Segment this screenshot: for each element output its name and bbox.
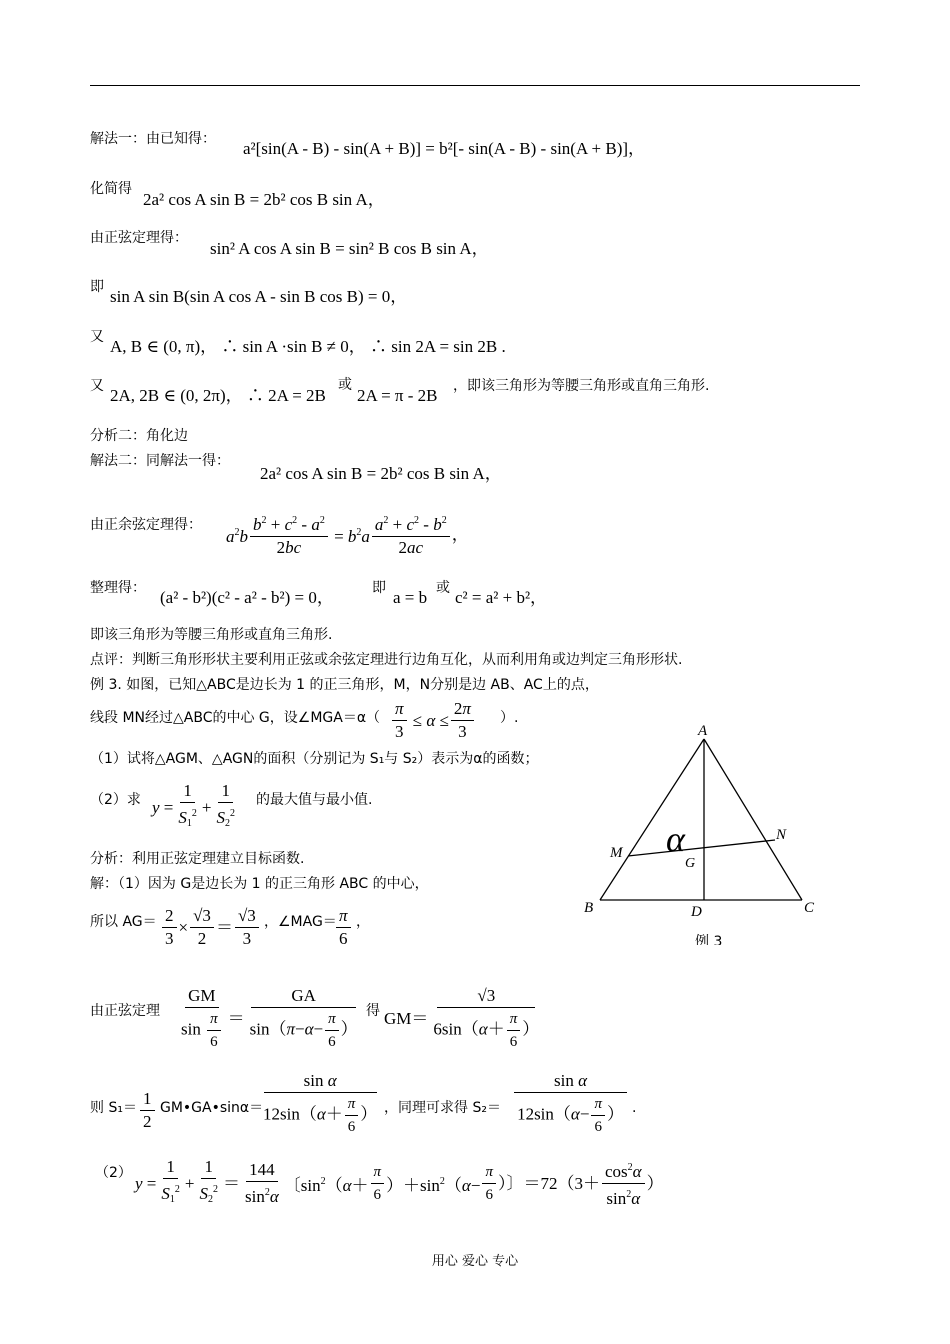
header-rule	[90, 85, 860, 86]
s1-end: .	[632, 1100, 637, 1116]
triangle-diagram	[570, 715, 830, 945]
part-two-formula: y = $\frac{1}{S_1^2}$ + $\frac{1}{S_2^2}$ ＝ $\frac{144}{\sin^2\alpha}$ 〔$\sin^2(\alpha+$ $\frac{\pi}{6}$ ）$+\sin^2(\alpha-$ $\frac{\pi}{6}$ ）〕＝72（3＋ $\frac{\cos^2\alpha}{\sin^2\alpha}$ ）	[135, 1157, 664, 1208]
figure-caption: 例 3	[695, 934, 723, 945]
line6-or: 或	[338, 377, 352, 393]
ag-pre: 所以 AG＝	[90, 914, 157, 930]
question-two-post: 的最大值与最小值.	[256, 792, 373, 808]
s1-pre: 则 S₁＝	[90, 1100, 137, 1116]
question-two-formula: y = $\frac{1}{S_1^2}$ + $\frac{1}{S_2^2}$	[152, 781, 235, 829]
analysis-two: 分析二：角化边	[90, 428, 188, 444]
line4-label: 即	[90, 279, 104, 295]
side-ab	[600, 739, 704, 900]
sine-mid: 得	[366, 1003, 380, 1019]
label-b: B	[584, 900, 594, 916]
ag-end: ，	[356, 914, 370, 930]
line3-label: 由正弦定理得：	[90, 230, 188, 246]
label-d: D	[691, 904, 702, 920]
conclusion: 即该三角形为等腰三角形或直角三角形.	[90, 627, 333, 643]
s2-formula: sin α 12sin（α− $\frac{\pi}{6}$ ）	[512, 1070, 629, 1138]
side-ac	[704, 739, 802, 900]
sine-pre: 由正弦定理	[90, 1003, 160, 1019]
label-m: M	[610, 845, 623, 861]
mag-formula: $\frac{\pi}{6}$	[334, 905, 353, 950]
label-a: A	[698, 723, 708, 739]
s1-post: ，同理可求得 S₂＝	[384, 1100, 501, 1116]
cosine-label: 由正余弦定理得：	[90, 517, 202, 533]
ag-formula: $\frac{2}{3}$ × $\frac{√3}{2}$ ＝ $\frac{√3}{3}$	[160, 905, 261, 950]
label-alpha: α	[666, 819, 685, 859]
line2-math: 2a² cos A sin B = 2b² cos B sin A，	[143, 190, 385, 209]
part-two-label: （2）	[95, 1165, 132, 1181]
triangle-figure	[570, 715, 830, 945]
label-c: C	[804, 900, 815, 916]
segment-mn	[628, 840, 775, 856]
line6-math-a: 2A, 2B ∈ (0, 2π)， ∴ 2A = 2B	[110, 386, 326, 405]
analysis-three: 分析：利用正弦定理建立目标函数.	[90, 851, 305, 867]
line3-math: sin² A cos A sin B = sin² B cos B sin A，	[210, 239, 489, 258]
solution-three: 解：（1）因为 G是边长为 1 的正三角形 ABC 的中心，	[90, 876, 429, 892]
tidy-math: (a² - b²)(c² - a² - b²) = 0，	[160, 588, 334, 607]
example3-line2-post: ）.	[500, 710, 519, 726]
solution-two-math: 2a² cos A sin B = 2b² cos B sin A，	[260, 464, 502, 483]
cosine-formula: $a^2b$ $\frac{b^2 + c^2 - a^2}{2bc}$ = $b^2a$ $\frac{a^2 + c^2 - b^2}{2ac}$ ，	[226, 510, 469, 559]
page-footer: 用心 爱心 专心	[431, 1254, 519, 1269]
tidy-pythagoras: c² = a² + b²，	[455, 588, 548, 607]
angle-range-formula: $\frac{\pi}{3}$ ≤ α ≤ $\frac{2\pi}{3}$	[390, 698, 476, 743]
ag-mid: ，∠MAG＝	[264, 914, 337, 930]
comment: 点评：判断三角形形状主要利用正弦或余弦定理进行边角互化，从而利用角或边判定三角形形状.	[90, 652, 683, 668]
s1-half: $\frac{1}{2}$	[138, 1088, 157, 1133]
line4-math: sin A sin B(sin A cos A - sin B cos B) = 0，	[110, 287, 408, 306]
tidy-a-eq-b: a = b	[393, 588, 428, 607]
line2-label: 化简得	[90, 181, 132, 197]
gm-formula: GM＝ √3 6sin（α＋ $\frac{\pi}{6}$ ）	[384, 986, 540, 1050]
tidy-ji: 即	[372, 580, 386, 596]
line1-math: a²[sin(A - B) - sin(A + B)] = b²[- sin(A - B) - sin(A + B)]，	[243, 139, 646, 158]
line6-tail: ，即该三角形为等腰三角形或直角三角形.	[453, 378, 710, 394]
tidy-label: 整理得：	[90, 580, 146, 596]
label-g: G	[685, 856, 696, 871]
s1-mid: GM•GA•sinα＝	[160, 1100, 264, 1116]
solution-two-label: 解法二：同解法一得：	[90, 453, 230, 469]
label-n: N	[776, 827, 787, 843]
question-two-pre: （2）求	[90, 792, 141, 808]
tidy-or: 或	[436, 580, 450, 596]
line5-math: A, B ∈ (0, π)， ∴ sin A ·sin B ≠ 0， ∴ sin 2A = sin 2B .	[110, 337, 506, 356]
line1-label: 解法一：由已知得：	[90, 131, 216, 147]
line5-label: 又	[90, 329, 104, 345]
s1-formula: sin α 12sin（α＋ $\frac{\pi}{6}$ ）	[263, 1071, 378, 1135]
sine-formula: GM sin $\frac{\pi}{6}$ ＝ GA sin（π−α− $\frac{\pi}{6}$ ）	[181, 986, 358, 1050]
example3-line2-pre: 线段 MN经过△ABC的中心 G，设∠MGA＝α（	[90, 710, 381, 726]
line6-label: 又	[90, 378, 104, 394]
example3-line1: 例 3. 如图，已知△ABC是边长为 1 的正三角形，M，N分别是边 AB、AC上的点，	[90, 677, 599, 693]
line6-math-b: 2A = π - 2B	[357, 386, 438, 405]
question-one: （1）试将△AGM、△AGN的面积（分别记为 S₁与 S₂）表示为α的函数；	[90, 751, 539, 767]
